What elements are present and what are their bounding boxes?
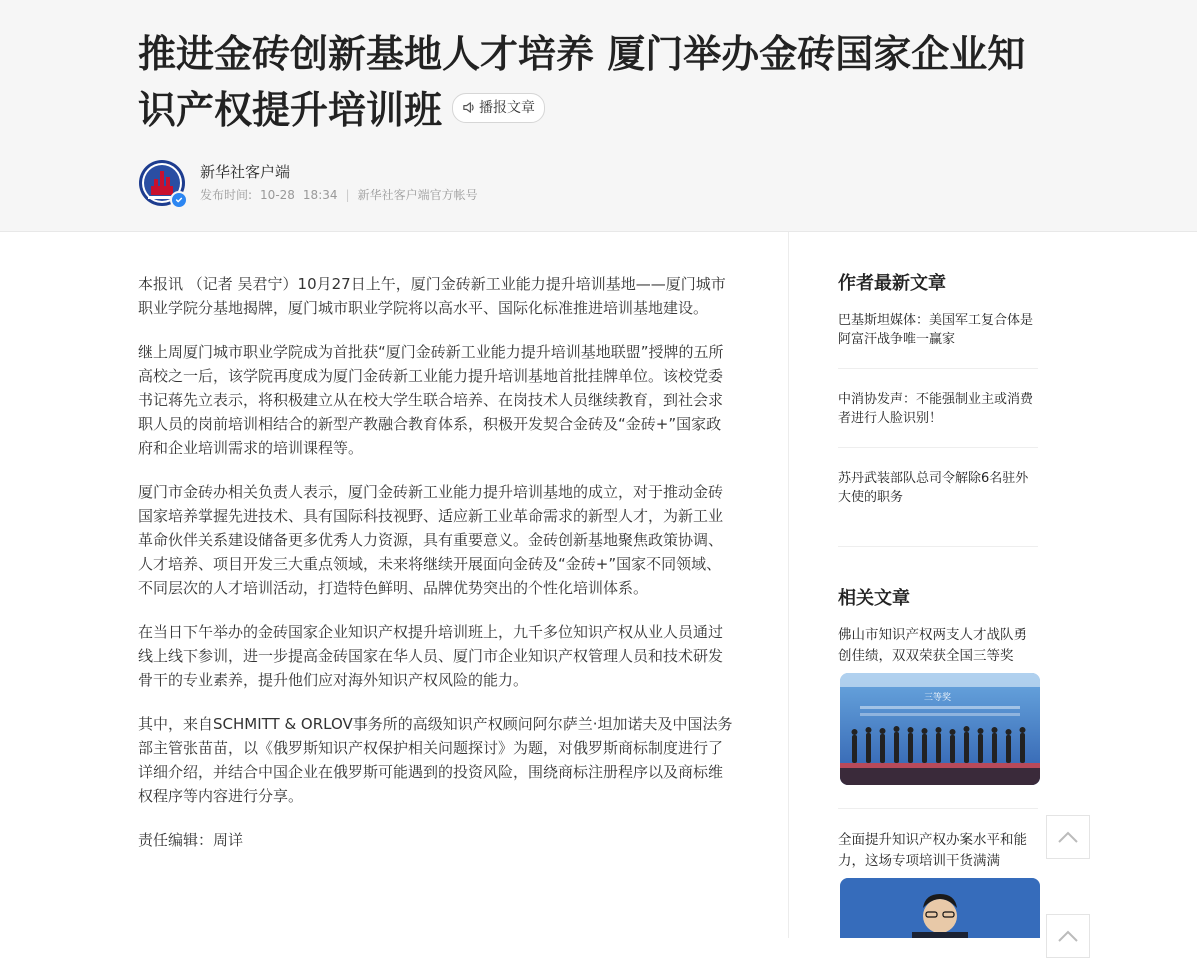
article-paragraph: 厦门市金砖办相关负责人表示，厦门金砖新工业能力提升培训基地的成立，对于推动金砖国家培养掌握先进技术、具有国际科技视野、适应新工业革命需求的新型人才，为新工业革命伙伴关系建设储备更多优秀人力资源，具有重要意义。金砖创新基地聚焦政策协调、人才培养、项目开发三大重点领域，未来将继续开展面向金砖及“金砖+”国家不同领域、不同层次的人才培训活动，打造特色鲜明、品牌优势突出的个性化培训体系。 — [138, 483, 724, 597]
listen-article-button[interactable] — [452, 93, 545, 123]
latest-articles-heading: 作者最新文章 — [838, 273, 946, 294]
article-paragraph: 其中，来自SCHMITT & ORLOV事务所的高级知识产权顾问阿尔萨兰·坦加诺夫及中国法务部主管张苗苗，以《俄罗斯知识产权保护相关问题探讨》为题，对俄罗斯商标制度进行了详细介绍，并结合中国企业在俄罗斯可能遇到的投资风险，围绕商标注册程序以及商标维权程序等内容进行分享。 — [138, 715, 733, 805]
author-name[interactable]: 新华社客户端 — [200, 163, 291, 181]
list-divider — [838, 808, 1038, 809]
column-divider — [788, 232, 789, 938]
article-paragraph: 本报讯 （记者 吴君宁）10月27日上午，厦门金砖新工业能力提升培训基地——厦门城市职业学院分基地揭牌，厦门城市职业学院将以高水平、国际化标准推进培训基地建设。 — [138, 275, 726, 317]
account-label: 新华社客户端官方帐号 — [357, 188, 478, 202]
related-article-image[interactable] — [840, 878, 1040, 938]
related-article-image[interactable] — [840, 673, 1040, 785]
award-caption: 三等奖 — [924, 693, 952, 703]
list-divider — [838, 368, 1038, 369]
speaker-portrait-photo — [840, 878, 1040, 938]
latest-article-link[interactable]: 中消协发声：不能强制业主或消费者进行人脸识别！ — [838, 392, 1034, 426]
article-paragraph: 继上周厦门城市职业学院成为首批获“厦门金砖新工业能力提升培训基地联盟”授牌的五所高校之一后，该学院再度成为厦门金砖新工业能力提升培训基地首批挂牌单位。该校党委书记蒋先立表示，将积极建立从在校大学生联合培养、在岗技术人员继续教育，到社会求职人员的岗前培训相结合的新型产教融合教育体系，积极开发契合金砖及“金砖+”国家政府和企业培训需求的培训课程等。 — [138, 343, 724, 457]
article-paragraph: 在当日下午举办的金砖国家企业知识产权提升培训班上，九千多位知识产权从业人员通过线上线下参训，进一步提高金砖国家在华人员、厦门市企业知识产权管理人员和技术研发骨干的专业素养，提升他们应对海外知识产权风险的能力。 — [138, 623, 724, 689]
related-article-link[interactable]: 全面提升知识产权办案水平和能力，这场专项培训干货满满 — [838, 832, 1027, 869]
speaker-icon — [462, 100, 477, 115]
back-to-top-button[interactable] — [1046, 815, 1090, 859]
meta-separator: | — [345, 187, 350, 202]
publish-time: 18:34 — [302, 187, 338, 202]
scroll-up-button[interactable] — [1046, 914, 1090, 958]
award-stage-photo — [840, 673, 1040, 785]
publish-prefix: 发布时间: — [200, 188, 253, 202]
related-article-link[interactable]: 佛山市知识产权两支人才战队勇创佳绩，双双荣获全国三等奖 — [838, 627, 1027, 664]
author-avatar[interactable] — [138, 159, 186, 207]
related-articles-heading: 相关文章 — [838, 588, 910, 609]
article-title — [138, 26, 1058, 138]
publish-date: 10-28 — [260, 187, 295, 202]
list-divider — [838, 546, 1038, 547]
editor-credit: 责任编辑：周详 — [138, 831, 244, 849]
latest-article-link[interactable]: 巴基斯坦媒体：美国军工复合体是阿富汗战争唯一赢家 — [838, 313, 1034, 347]
list-divider — [838, 447, 1038, 448]
listen-article-label: 播报文章 — [479, 99, 536, 116]
verified-check-icon — [170, 191, 188, 209]
publish-meta — [200, 186, 478, 203]
latest-article-link[interactable]: 苏丹武装部队总司令解除6名驻外大使的职务 — [838, 471, 1029, 505]
article-header — [0, 0, 1197, 232]
chevron-up-icon — [1057, 830, 1079, 844]
article-body — [138, 272, 734, 872]
article-title-text: 推进金砖创新基地人才培养 厦门举办金砖国家企业知识产权提升培训班 — [138, 32, 1026, 132]
chevron-up-icon — [1057, 929, 1079, 943]
